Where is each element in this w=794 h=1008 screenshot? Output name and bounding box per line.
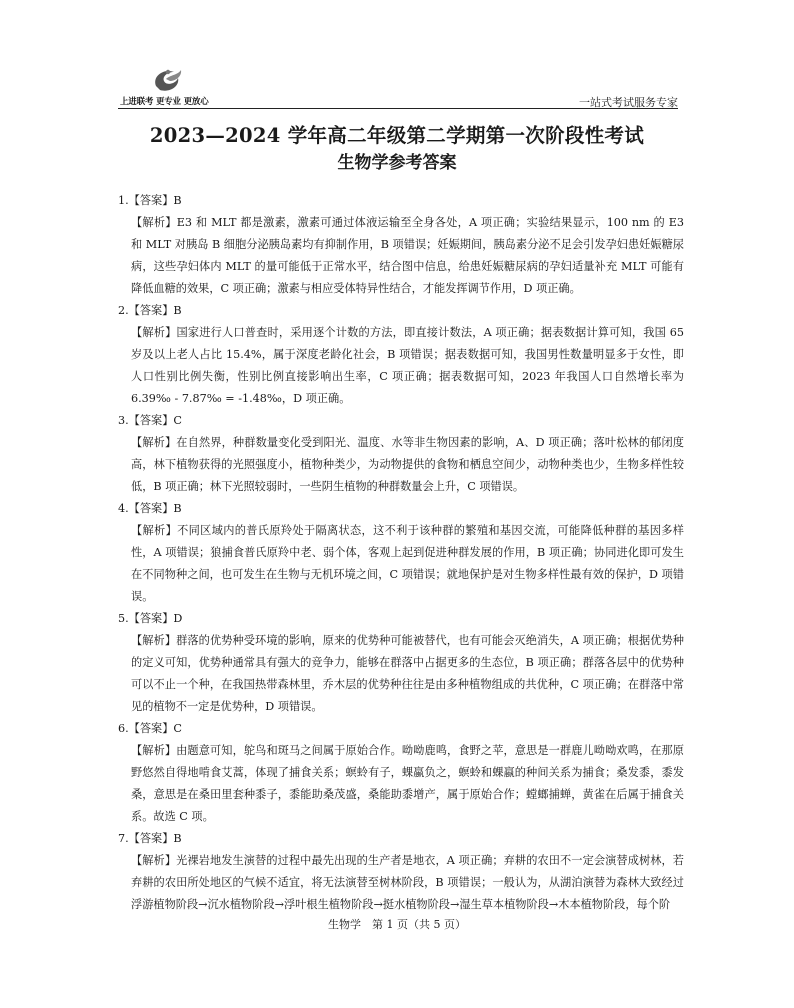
answer-list — [118, 190, 684, 916]
analysis-paragraph: 【解析】在自然界，种群数量变化受到阳光、温度、水等非生物因素的影响，A、D 项正确；落叶松林的郁闭度高，林下植物获得的光照强度小，植物种类少，为动物提供的食物和栖息空间少，动物种类也少，生物多样性较低，B 项正确；林下光照较弱时，一些阴生植物的种群数量会上升，C 项错误。 — [131, 436, 684, 493]
question-item — [118, 190, 684, 300]
analysis-paragraph: 【解析】群落的优势种受环境的影响，原来的优势种可能被替代，也有可能会灭绝消失，A 项正确；根据优势种的定义可知，优势种通常具有强大的竞争力，能够在群落中占据更多的生态位，B 项正确；群落各层中的优势种可以不止一个种，在我国热带森林里，乔木层的优势种往往是由多种植物组成的共优种，C 项正确；在群落中常见的植物不一定是优势种，D 项错误。 — [131, 634, 684, 713]
question-item — [118, 300, 684, 410]
analysis-paragraph: 【解析】E3 和 MLT 都是激素，激素可通过体液运输至全身各处，A 项正确；实验结果显示，100 nm 的 E3 和 MLT 对胰岛 B 细胞分泌胰岛素均有抑制作用，B 项错误；妊娠期间，胰岛素分泌不足会引发孕妇患妊娠糖尿病，这些孕妇体内 MLT 的量可能低于正常水平，结合图中信息，给患妊娠糖尿病的孕妇适量补充 MLT 可能有降低血糖的效果，C 项正确；激素与相应受体特异性结合，才能发挥调节作用，D 项正确。 — [131, 216, 684, 295]
question-item — [118, 498, 684, 608]
page-footer: 生物学 第 1 页（共 5 页） — [328, 918, 466, 931]
header-divider — [118, 108, 678, 109]
answer-line: 5.【答案】D — [118, 612, 183, 625]
question-item — [118, 828, 684, 916]
answer-line: 6.【答案】C — [118, 722, 182, 735]
answer-line: 2.【答案】B — [118, 304, 182, 317]
question-item — [118, 608, 684, 718]
page-header — [118, 64, 678, 108]
analysis-paragraph: 【解析】由题意可知，鸵鸟和斑马之间属于原始合作。呦呦鹿鸣，食野之苹，意思是一群鹿儿呦呦欢鸣，在那原野悠然自得地啃食艾蒿，体现了捕食关系；螟蛉有子，蜾蠃负之，螟蛉和蜾蠃的种间关系为捕食；桑发黍，黍发桑，意思是在桑田里套种黍子，黍能助桑茂盛，桑能助黍增产，属于原始合作；螳螂捕蝉，黄雀在后属于捕食关系。故选 C 项。 — [131, 744, 684, 823]
analysis-paragraph: 【解析】不同区域内的普氏原羚处于隔离状态，这不利于该种群的繁殖和基因交流，可能降低种群的基因多样性，A 项错误；狼捕食普氏原羚中老、弱个体，客观上起到促进种群发展的作用，B 项正确；协同进化即可发生在不同物种之间，也可发生在生物与无机环境之间，C 项错误；就地保护是对生物多样性最有效的保护，D 项错误。 — [131, 524, 684, 603]
analysis-paragraph: 【解析】国家进行人口普查时，采用逐个计数的方法，即直接计数法，A 项正确；据表数据计算可知，我国 65 岁及以上老人占比 15.4%，属于深度老龄化社会，B 项错误；据表数据可知，我国男性数量明显多于女性，即人口性别比例失衡，性别比例直接影响出生率，C 项正确；据表数据可知，2023 年我国人口自然增长率为 6.39‰ - 7.87‰ = -1.48‰，D 项正确。 — [131, 326, 684, 405]
answer-line: 1.【答案】B — [118, 194, 182, 207]
answer-line: 3.【答案】C — [118, 414, 182, 427]
question-item — [118, 718, 684, 828]
analysis-paragraph: 【解析】光裸岩地发生演替的过程中最先出现的生产者是地衣，A 项正确；弃耕的农田不一定会演替成树林，若弃耕的农田所处地区的气候不适宜，将无法演替至树林阶段，B 项错误；一般认为，从湖泊演替为森林大致经过浮游植物阶段→沉水植物阶段→浮叶根生植物阶段→挺水植物阶段→湿生草本植物阶段→木本植物阶段，每个阶 — [131, 854, 684, 911]
answer-line: 4.【答案】B — [118, 502, 182, 515]
logo-text: 上进联考 更专业 更放心 — [120, 97, 209, 107]
answer-key-subtitle: 生物学参考答案 — [337, 153, 457, 173]
exam-title: 2023—2024 学年高二年级第二学期第一次阶段性考试 — [149, 124, 645, 147]
header-slogan: 一站式考试服务专家 — [579, 96, 678, 109]
question-item — [118, 410, 684, 498]
logo-swirl-icon — [148, 66, 188, 94]
brand-logo — [118, 64, 228, 108]
answer-line: 7.【答案】B — [118, 832, 182, 845]
